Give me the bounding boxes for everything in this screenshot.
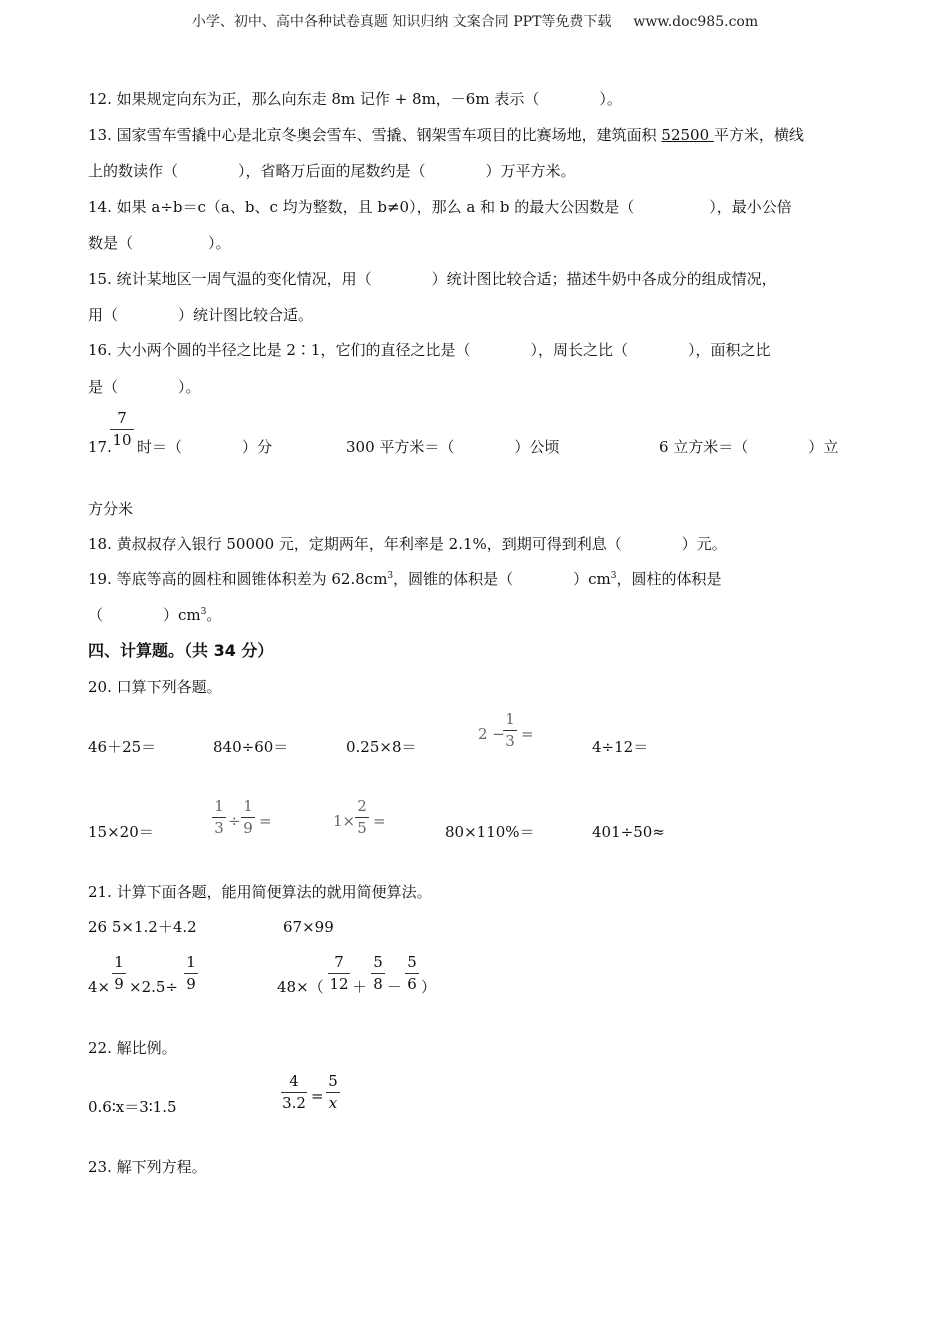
- q22-e2-d1: 3.2: [282, 1094, 306, 1112]
- q21-expr-4-op2: －: [387, 978, 403, 996]
- q21-e3-n1: 1: [114, 953, 124, 971]
- q22-expr-2-frac-1: [281, 1074, 307, 1111]
- q20-r2-frac2-pre: 1×: [333, 812, 356, 830]
- q20-r2-frac1-n1: 1: [214, 797, 224, 815]
- q20-r1-frac-n: 1: [505, 710, 515, 728]
- q20-r2-frac1-op: ÷: [228, 812, 241, 830]
- question-14-line2: 数是（ ）。: [88, 234, 231, 252]
- q22-expr-2-frac-2: [326, 1074, 340, 1111]
- q21-e3-bar1: [112, 973, 126, 974]
- q20-r2-frac1-d1: 3: [214, 819, 224, 837]
- q20-r1-frac-bar: [503, 730, 517, 731]
- q20-r2-frac2-post: =: [373, 812, 386, 830]
- q17-fraction: [110, 411, 134, 448]
- q20-r1-item-2: 840÷60＝: [213, 738, 289, 756]
- q17-frac-bar: [110, 429, 134, 430]
- question-15-line2: 用（ ）统计图比较合适。: [88, 306, 314, 324]
- q20-r2-item-1: 15×20＝: [88, 823, 154, 841]
- q20-r2-fraction-1a: [212, 799, 226, 836]
- q21-expr-4-post: ）: [421, 978, 437, 996]
- q21-expr-4-frac-2: [371, 955, 385, 992]
- q21-expr-4-op1: ＋: [352, 978, 368, 996]
- q21-e3-d2: 9: [186, 975, 196, 993]
- q13-text-a: 13. 国家雪车雪撬中心是北京冬奥会雪车、雪撬、钢架雪车项目的比赛场地，建筑面积: [88, 126, 662, 144]
- question-13-line2: 上的数读作（ ），省略万后面的尾数约是（ ）万平方米。: [88, 162, 576, 180]
- q22-expr-2-eq: =: [311, 1087, 324, 1105]
- q21-e4-bar1: [328, 973, 350, 974]
- q20-r2-item-2: 80×110%＝: [445, 823, 535, 841]
- q21-expr-1: 26 5×1.2＋4.2: [88, 918, 197, 936]
- q21-e4-n3: 5: [407, 953, 417, 971]
- page-header: [0, 15, 950, 29]
- q17-part-b: 300 平方米＝（ ）公顷: [346, 438, 560, 456]
- q20-r1-item-1: 46＋25＝: [88, 738, 157, 756]
- question-16-line2: 是（ ）。: [88, 378, 201, 396]
- q13-underlined-number: 52500: [661, 126, 714, 144]
- question-12: 12. 如果规定向东为正，那么向东走 8m 记作 + 8m，－6m 表示（ ）。: [88, 90, 622, 108]
- q21-expr-3-mid: ×2.5÷: [129, 978, 178, 996]
- question-16-line1: 16. 大小两个圆的半径之比是 2∶1，它们的直径之比是（ ），周长之比（ ），面积之比: [88, 341, 771, 359]
- q21-e3-n2: 1: [186, 953, 196, 971]
- q21-expr-3-pre: 4×: [88, 978, 111, 996]
- q20-r2-fraction-1b: [241, 799, 255, 836]
- q20-r1-item-3: 0.25×8＝: [346, 738, 417, 756]
- q21-expr-2: 67×99: [283, 918, 334, 936]
- question-20-title: 20. 口算下列各题。: [88, 678, 222, 696]
- q20-r1-frac-d: 3: [505, 732, 515, 750]
- q19-sup-3: 3: [200, 607, 207, 617]
- question-23-title: 23. 解下列方程。: [88, 1158, 207, 1176]
- q13-text-b: 平方米，横线: [713, 126, 804, 144]
- q22-expr-1: 0.6∶x＝3∶1.5: [88, 1098, 177, 1116]
- q20-r2-frac2-n: 2: [357, 797, 367, 815]
- q17-part-a: 时＝（ ）分: [137, 438, 273, 456]
- q21-expr-4-pre: 48×（: [277, 978, 324, 996]
- question-21-title: 21. 计算下面各题，能用简便算法的就用简便算法。: [88, 883, 432, 901]
- q20-r1-item-4: 4÷12＝: [592, 738, 649, 756]
- q21-expr-4-frac-3: [405, 955, 419, 992]
- q17-part-c: 6 立方米＝（ ）立: [659, 438, 839, 456]
- q20-r2-frac2-d: 5: [357, 819, 367, 837]
- header-text: 小学、初中、高中各种试卷真题 知识归纳 文案合同 PPT等免费下载: [191, 14, 612, 30]
- q20-r2-frac1-bar1: [212, 817, 226, 818]
- q20-r2-fraction-2: [355, 799, 369, 836]
- q21-e3-d1: 9: [114, 975, 124, 993]
- section-4-heading: 四、计算题。（共 34 分）: [88, 641, 274, 660]
- q21-e4-d3: 6: [407, 975, 417, 993]
- q20-r2-frac1-d2: 9: [243, 819, 253, 837]
- q22-e2-bar2: [326, 1092, 340, 1093]
- q20-r2-frac1-post: =: [259, 812, 272, 830]
- q19-sup-1: 3: [387, 571, 394, 581]
- q19-text-b: ，圆锥的体积是（ ）cm: [393, 570, 611, 588]
- question-18: 18. 黄叔叔存入银行 50000 元，定期两年，年利率是 2.1%，到期可得到利息（ ）元。: [88, 535, 727, 553]
- q22-e2-bar1: [281, 1092, 307, 1093]
- q17-frac-denominator: 10: [112, 431, 132, 449]
- q21-e4-n2: 5: [373, 953, 383, 971]
- q22-e2-d2: x: [328, 1094, 338, 1112]
- question-19-line2: [88, 608, 221, 623]
- question-19-line1: [88, 572, 722, 587]
- q20-r2-item-3: 401÷50≈: [592, 823, 665, 841]
- question-14-line1: 14. 如果 a÷b＝c（a、b、c 均为整数，且 b≠0），那么 a 和 b 的最大公因数是（ ），最小公倍: [88, 198, 792, 216]
- q22-e2-n1: 4: [289, 1072, 299, 1090]
- q21-expr-3-frac-2: [184, 955, 198, 992]
- q20-r1-frac-post: =: [521, 725, 534, 743]
- q21-e4-bar2: [371, 973, 385, 974]
- q19-text-a: 19. 等底等高的圆柱和圆锥体积差为 62.8cm: [88, 570, 388, 588]
- question-13-line1: [88, 128, 804, 143]
- q21-e4-n1: 7: [334, 953, 344, 971]
- q22-e2-n2: 5: [328, 1072, 338, 1090]
- q20-r1-frac-pre: 2 −: [478, 725, 505, 743]
- q21-e3-bar2: [184, 973, 198, 974]
- question-15-line1: 15. 统计某地区一周气温的变化情况，用（ ）统计图比较合适；描述牛奶中各成分的组成情况，: [88, 270, 777, 288]
- q20-r2-frac2-bar: [355, 817, 369, 818]
- q17-part-c-continued: 方分米: [88, 500, 134, 518]
- question-17-number: 17.: [88, 438, 112, 456]
- q21-e4-bar3: [405, 973, 419, 974]
- q21-e4-d2: 8: [373, 975, 383, 993]
- header-site: www.doc985.com: [633, 14, 759, 30]
- q20-r2-frac1-bar2: [241, 817, 255, 818]
- q17-frac-numerator: 7: [117, 409, 127, 427]
- q21-expr-3-frac-1: [112, 955, 126, 992]
- q19-line2-end: 。: [206, 606, 222, 624]
- q19-text-c: ，圆柱的体积是: [616, 570, 722, 588]
- q21-e4-d1: 12: [329, 975, 349, 993]
- q19-sup-2: 3: [610, 571, 617, 581]
- q21-expr-4-frac-1: [328, 955, 350, 992]
- q20-r2-frac1-n2: 1: [243, 797, 253, 815]
- q19-line2-text: （ ）cm: [88, 606, 201, 624]
- q20-r1-fraction: [503, 712, 517, 749]
- question-22-title: 22. 解比例。: [88, 1039, 177, 1057]
